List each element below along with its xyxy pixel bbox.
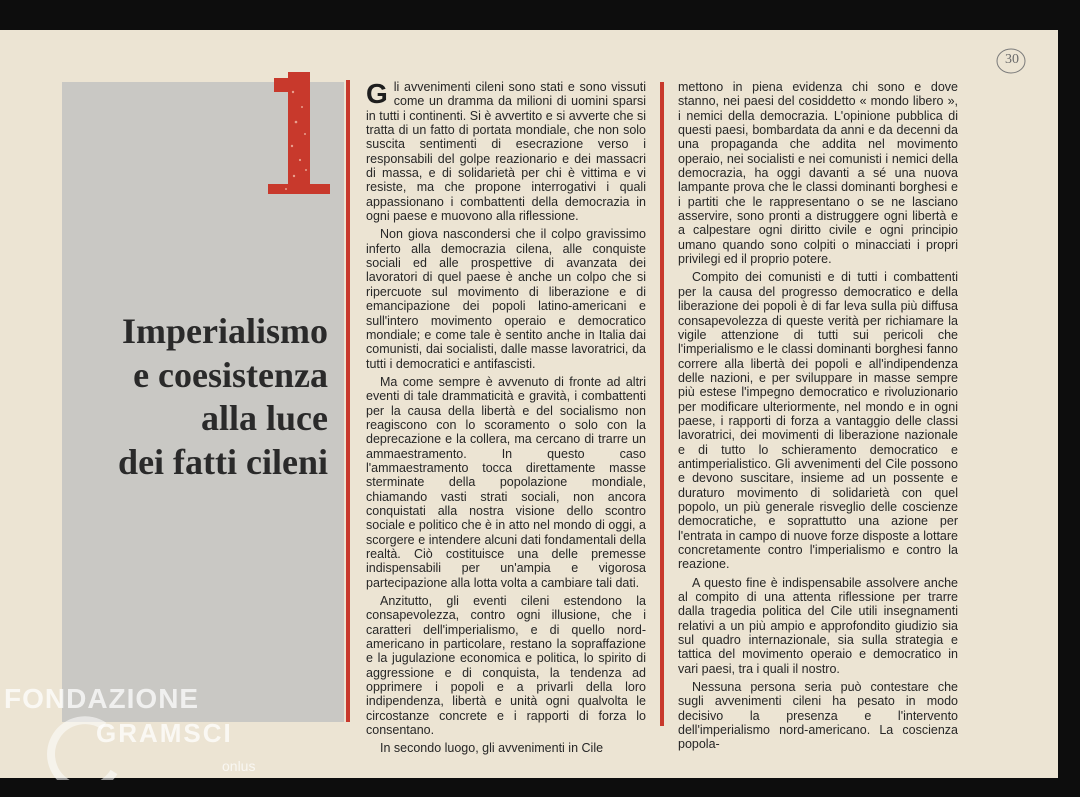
paragraph-9: Nessuna persona seria può contestare che sugli avvenimenti cileni ha pesato in modo decisivo la presenza e l'intervento dell'imperialismo nord-americano. La coscienza popola-	[678, 680, 958, 752]
chapter-number-text: 1	[299, 190, 300, 191]
title-line-2: e coesistenza	[133, 354, 328, 395]
red-column-rule-right	[660, 82, 664, 726]
paragraph-4: Anzitutto, gli eventi cileni estendono la consapevolezza, contro ogni illusione, che i caratteri dell'imperialismo, e di quello nord-americano in particolare, restano la sopraffazione e la jugulazione economica e politica, lo spirito di aggressione e di conquista, la tendenza ad opprimere i popoli e a privarli della loro indipendenza, libertà e unità ogni qualvolta le circostanze concrete e i rapporti di forza lo consentano.	[366, 594, 646, 738]
chapter-number	[266, 72, 332, 196]
paragraph-8: A questo fine è indispensabile assolvere anche al compito di una attenta riflessione per trarre dalla tragedia politica del Cile utili insegnamenti relativi a un più ampio e approfondito giudizio sia sul quadro internazionale, sia sulla strategia e tattica del movimento operaio e democratico in vari paesi, tra i quali il nostro.	[678, 575, 958, 676]
paragraph-1: Gli avvenimenti cileni sono stati e sono vissuti come un dramma da milioni di uomini sparsi in tutti i continenti. Si è avvertito e si avverte che si tratta di un fatto di portata mondiale, che non solo suscita sentimenti di esecrazione verso i responsabili del golpe reazionario e dei massacri di massa, e di solidarietà per chi è vittima e vi resiste, ma che propone interrogativi i quali appassionano i combattenti della democrazia in ogni paese e muovono alla riflessione.	[366, 78, 646, 224]
drop-cap: G	[366, 78, 388, 109]
paragraph-6: mettono in piena evidenza chi sono e dove stanno, nei paesi del cosiddetto « mondo libero », i nemici della democrazia. L'opinione pubblica di questi paesi, bombardata da anni e da decenni da una propaganda che addita nel movimento operaio, nei socialisti e nei comunisti i nemici della democrazia, ha oggi davanti a sé una nuova lampante prova che le classi dominanti borghesi e i partiti che le rappresentano o se ne lasciano asservire, sono pronti a distruggere ogni libertà e a calpestare ogni diritto civile e ogni principio umano quando sono colpiti o minacciati i propri privilegi ed il proprio potere.	[678, 80, 958, 267]
title-line-4: dei fatti cileni	[118, 441, 328, 482]
paragraph-3: Ma come sempre è avvenuto di fronte ad altri eventi di tale drammaticità e gravità, i combattenti per la causa della libertà e del socialismo non reagiscono con lo scoramento o solo con la deprecazione e la collera, ma cercano di trarre un ammaestramento. In questo caso l'ammaestramento tocca direttamente masse sterminate della popolazione mondiale, chiamando vasti strati sociali, non ancora conquistati alla nostra visione dello scontro sociale e politico che è in atto nel mondo di oggi, a scorgere e intendere alcuni dati fondamentali della realtà. Ciò costituisce una delle premesse indispensabili per un'ampia e vigorosa partecipazione alla lotta volta a cambiare tali dati.	[366, 374, 646, 590]
text-column-2	[678, 80, 958, 756]
watermark-line-2: GRAMSCI	[96, 718, 233, 748]
red-column-rule-left	[346, 80, 350, 722]
paragraph-5: In secondo luogo, gli avvenimenti in Cile	[380, 741, 604, 756]
text-column-1	[366, 80, 646, 760]
title-line-1: Imperialismo	[122, 311, 328, 351]
page-number: 30	[1005, 52, 1019, 67]
paragraph-7: Compito dei comunisti e di tutti i combattenti per la causa del progresso democratico e della liberazione dei popoli è di far leva sulla più diffusa consapevolezza di queste verità per richiamare la vigile attenzione di tutti sui pericoli che l'imperialismo e le classi dominanti borghesi fanno correre alla libertà dei popoli e all'indipendenza delle nazioni, e per sviluppare in masse sempre più estese l'impegno democratico e rivoluzionario per modificare ulteriormente, nel mondo e in ogni paese, i rapporti di forza a vantaggio delle classi lavoratrici, dei movimenti di liberazione nazionale e di tutto lo schieramento democratico e antimperialistico. Gli avvenimenti del Cile possono e devono suscitare, insieme ad un possente e duraturo movimento di solidarietà con quel popolo, un più generale risveglio delle coscienze democratiche, e soprattutto una azione per l'entrata in campo di nuove forze disposte a lottare concretamente contro l'imperialismo e contro la reazione.	[678, 270, 958, 572]
watermark-line-1: FONDAZIONE	[4, 683, 200, 714]
paragraph-2: Non giova nascondersi che il colpo gravissimo inferto alla democrazia cilena, alle conquiste sociali ed alle prospettive di avanzata dei lavoratori di quel paese è anche un colpo che si ripercuote sul movimento di liberazione e di emancipazione dei popoli latino-americani e sull'intero movimento operaio e democratico mondiale; e come tale è sentito anche in Italia dai comunisti, dai socialisti, dalle masse lavoratrici, da tutti i democratici e antifascisti.	[366, 227, 646, 371]
title-line-3: alla luce	[201, 398, 328, 438]
article-title	[118, 310, 328, 484]
watermark-line-3: onlus	[222, 758, 256, 774]
